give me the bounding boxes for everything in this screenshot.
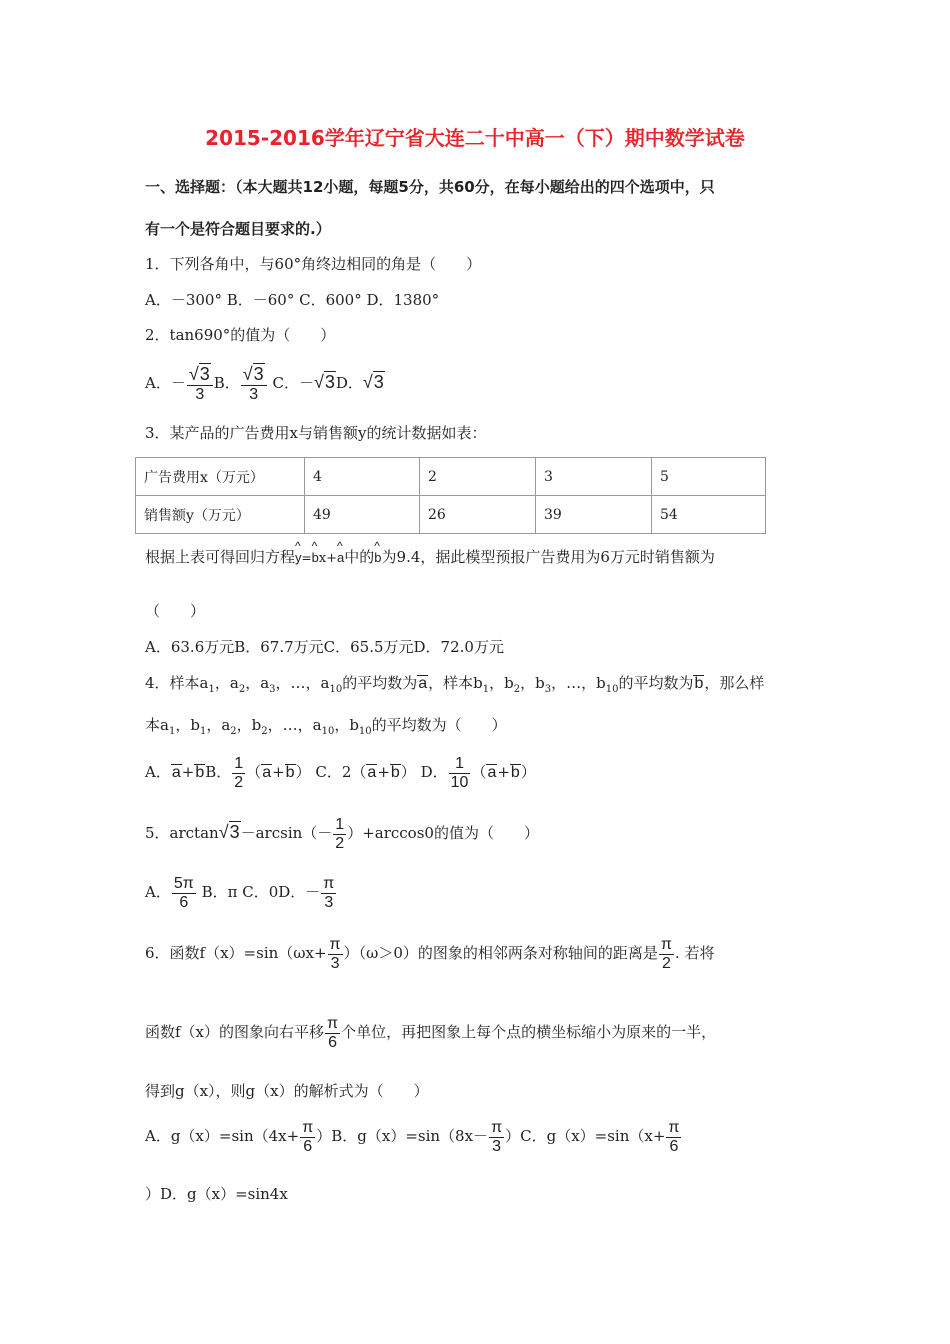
table-row <box>136 496 766 534</box>
a-bar: a <box>418 675 428 692</box>
b-bar: b <box>195 764 205 781</box>
table-row <box>136 458 766 496</box>
q2-stem: 2．tan690°的值为（ ） <box>145 326 336 344</box>
b-hat: ^ b <box>312 547 319 569</box>
q3-regression-line: 根据上表可得回归方程^ y=^ bx+^ a中的^ b为9.4，据此模型预报广告费用为6万元时销售额为 <box>145 546 715 570</box>
a-hat: ^ a <box>337 547 344 569</box>
a-bar: a <box>171 764 181 781</box>
section-heading-line2: 有一个是符合题目要求的.） <box>145 220 331 238</box>
q3-options: A．63.6万元B．67.7万元C．65.5万元D．72.0万元 <box>145 638 504 656</box>
q6-line2: 函数f（x）的图象向右平移 $\frac{\pi}{6}$ 个单位，再把图象上每个点的横坐标缩小为原来的一半， <box>145 1014 717 1051</box>
q6-option-d: ）D．g（x）=sin4x <box>145 1185 288 1203</box>
q4-line1: 4．样本$a_1$，$a_2$，$a_3$，…，$a_{10}$的平均数为a，样本$b_1$，$b_2$，$b_3$，…，$b_{10}$的平均数为b，那么样 <box>145 674 765 695</box>
table-cell: 49 <box>305 496 420 534</box>
table-cell: 4 <box>305 458 420 496</box>
q5-options: A． $\frac{5\pi}{6}$ B．π C．0D．－ $\frac{\pi}{3}$ <box>145 874 335 911</box>
q3-paren: （ ） <box>145 602 206 620</box>
q2-option-d-label: D． <box>335 374 363 392</box>
half-fraction: $\frac{1}{2}$ <box>234 754 244 791</box>
q2-option-a-label: A．－ <box>145 374 186 392</box>
table-cell: 2 <box>420 458 536 496</box>
q2-options <box>145 360 385 405</box>
q6-options: A．g（x）=sin（4x+ $\frac{\pi}{6}$ ）B．g（x）=sin（8x－ $\frac{\pi}{3}$ ）C．g（x）=sin（x+ $\frac{\pi}{6}$ <box>145 1118 680 1155</box>
b-hat: ^ b <box>374 547 381 569</box>
q2-option-d-value: √3 <box>362 372 384 392</box>
q4-options: A．a+bB． $\frac{1}{2}$ （a+b） C．2（a+b） D． $\frac{1}{10}$ （a+b） <box>145 754 536 791</box>
table-cell: 39 <box>536 496 652 534</box>
q2-option-a-fraction: $\frac{√3}{3}$ <box>187 365 213 404</box>
q5-stem: 5．arctan√3－arcsin（－ $\frac{1}{2}$ ）+arccos0的值为（ ） <box>145 815 539 852</box>
section-heading-line1: 一、选择题：（本大题共12小题，每题5分，共60分，在每小题给出的四个选项中，只 <box>145 178 715 196</box>
q6-stem: 6．函数f（x）=sin（ωx+ $\frac{\pi}{3}$ ）（ω＞0）的图象的相邻两条对称轴间的距离是 $\frac{\pi}{2}$ . 若将 <box>145 935 715 972</box>
table-cell: 26 <box>420 496 536 534</box>
q3-stem: 3．某产品的广告费用x与销售额y的统计数据如表： <box>145 424 487 442</box>
q1-options: A．－300° B．－60° C．600° D．1380° <box>145 291 440 309</box>
q1-stem: 1．下列各角中，与60°角终边相同的角是（ ） <box>145 255 482 273</box>
q4-line2: 本$a_1$，$b_1$，$a_2$，$b_2$，…，$a_{10}$，$b_{10}$的平均数为（ ） <box>145 716 507 737</box>
table-cell: 广告费用x（万元） <box>136 458 305 496</box>
table-cell: 3 <box>536 458 652 496</box>
data-table <box>135 457 766 534</box>
table-cell: 54 <box>652 496 766 534</box>
b-bar: b <box>694 675 704 692</box>
y-hat: ^ y <box>295 547 302 569</box>
page-title: 2015-2016学年辽宁省大连二十中高一（下）期中数学试卷 <box>205 126 745 150</box>
q2-option-b-fraction: $\frac{√3}{3}$ <box>241 365 267 404</box>
q2-option-b-label: B． <box>213 374 240 392</box>
q2-option-c-value: √3 <box>313 372 335 392</box>
table-cell: 销售额y（万元） <box>136 496 305 534</box>
tenth-fraction: $\frac{1}{10}$ <box>450 754 469 791</box>
q6-line3: 得到g（x），则g（x）的解析式为（ ） <box>145 1082 429 1100</box>
table-cell: 5 <box>652 458 766 496</box>
q2-option-c-label: C．－ <box>272 374 314 392</box>
